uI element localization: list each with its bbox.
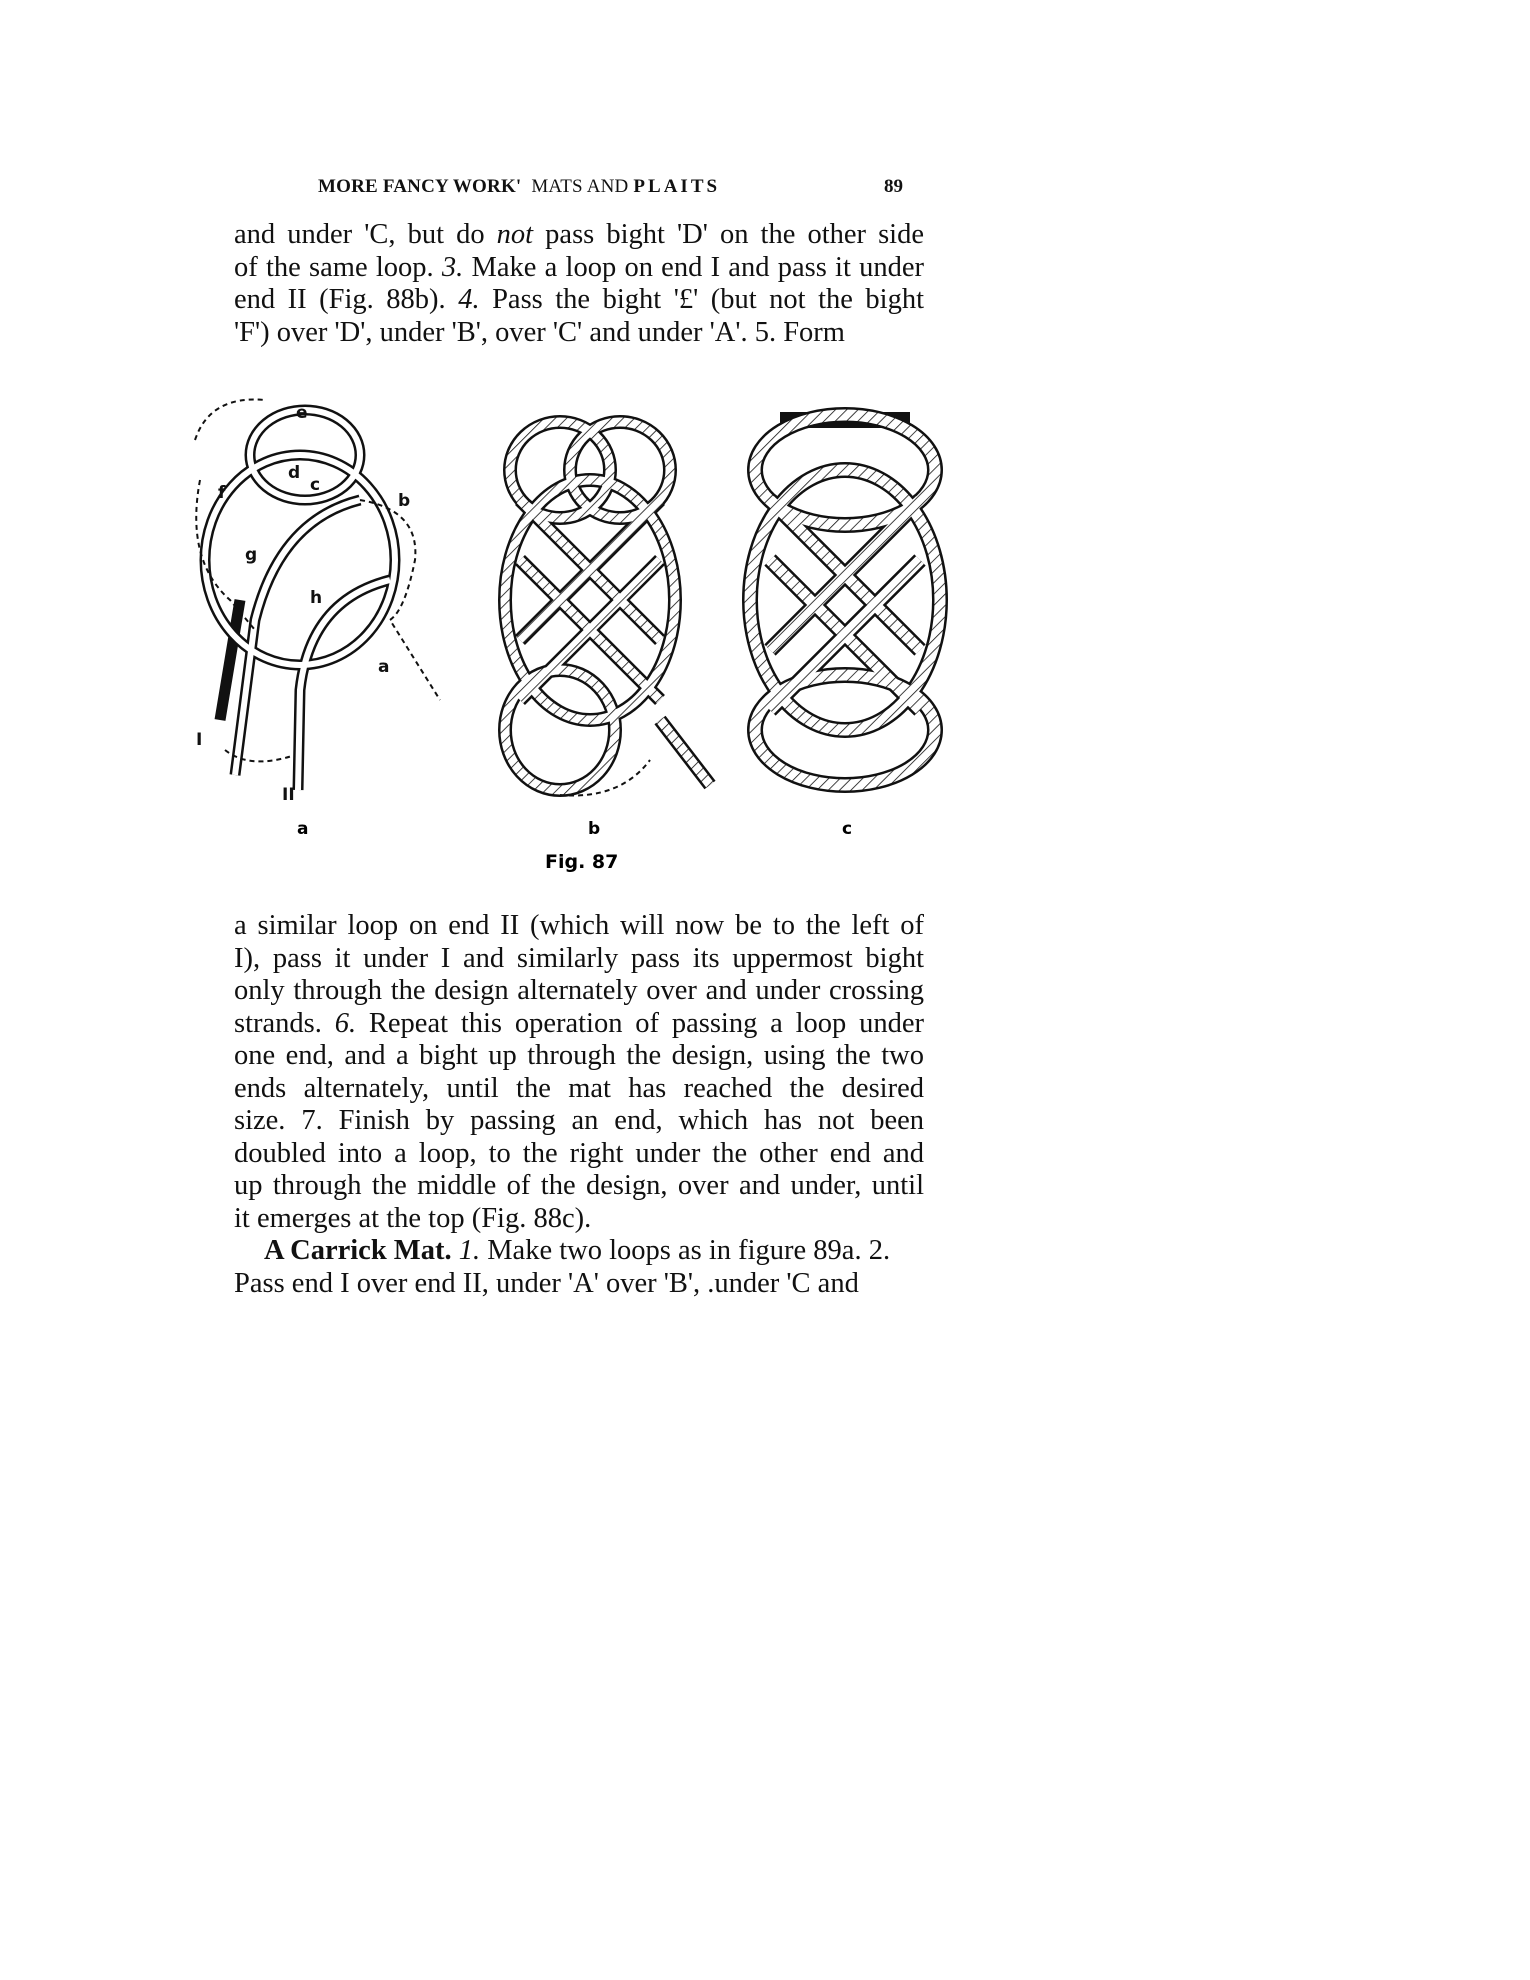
fig-a-letter-f: f <box>218 483 226 503</box>
panel-label-b: b <box>588 819 601 839</box>
fig-a-letter-a: a <box>378 657 390 677</box>
text-span: pass bight 'D' on the other side <box>533 219 925 250</box>
text-span: of the same loop. <box>234 251 442 283</box>
text-line <box>234 975 924 1007</box>
text-span: and under 'C, but do <box>234 219 497 250</box>
figure-c-diagram <box>750 415 940 785</box>
text-span: 6. <box>334 1007 357 1039</box>
text-span: strands. <box>234 1007 335 1039</box>
text-span: size. 7. Finish by passing an end, which has not been <box>234 1105 924 1136</box>
fig-a-letter-g: g <box>245 545 258 565</box>
text-span: Pass the bight '£' (but not the bight <box>479 284 924 315</box>
text-span: 4. <box>458 284 480 315</box>
text-span: Make a loop on end I and pass it under <box>463 251 924 283</box>
fig-a-letter-h: h <box>310 588 323 608</box>
text-span: only through the design alternately over and under crossing <box>234 975 924 1006</box>
text-line <box>234 1138 924 1170</box>
text-span: ends alternately, until the mat has reached the desired <box>234 1072 924 1104</box>
text-span: 'F') over 'D', under 'B', over 'C' and under 'A'. 5. Form <box>234 316 845 348</box>
header-title-3: PLAITS <box>633 176 721 197</box>
text-span: Make two loops as in figure 89a. 2. <box>480 1235 891 1266</box>
figure-a-diagram <box>195 400 440 806</box>
fig-a-letter-b: b <box>398 491 411 511</box>
header-title-2: MATS AND <box>531 176 629 197</box>
text-line <box>234 1170 924 1202</box>
panel-label-a: a <box>297 819 309 839</box>
section-heading: A Carrick Mat. <box>264 1235 452 1266</box>
text-span: it emerges at the top (Fig. 88c). <box>234 1202 592 1234</box>
figure-b-diagram <box>505 422 710 796</box>
text-line <box>234 1008 924 1040</box>
text-line <box>234 1073 924 1105</box>
step-number: 1. <box>458 1235 481 1266</box>
text-line <box>234 1203 924 1235</box>
fig-a-letter-c: c <box>310 475 321 495</box>
text-line <box>234 910 924 942</box>
text-span: doubled into a loop, to the right under the other end and <box>234 1137 924 1169</box>
fig-a-letter-e: e <box>296 403 308 423</box>
fig-a-letter-II: II <box>282 785 295 805</box>
text-span: Repeat this operation of passing a loop under <box>356 1007 924 1039</box>
text-span: end II (Fig. 88b). <box>234 284 459 315</box>
fig-a-letter-d: d <box>288 463 301 483</box>
text-span: not <box>496 219 534 250</box>
text-span: one end, and a bight up through the design, using the two <box>234 1040 924 1071</box>
text-span: I), pass it under I and similarly pass its uppermost bight <box>234 942 924 974</box>
text-line <box>234 1040 924 1072</box>
carrick-mat-line-2: Pass end I over end II, under 'A' over 'B', .under 'C and <box>234 1268 859 1299</box>
fig-a-letter-I: I <box>196 730 203 750</box>
text-span: a similar loop on end II (which will now be to the left of <box>234 910 924 941</box>
figure-caption: Fig. 87 <box>545 851 619 873</box>
text-line <box>234 943 924 975</box>
text-span: 3. <box>441 251 464 283</box>
panel-label-c: c <box>842 819 853 839</box>
carrick-mat-line-1 <box>234 1235 924 1267</box>
header-title-1: MORE FANCY WORK' <box>318 176 522 197</box>
page-number: 89 <box>884 176 903 197</box>
text-span: up through the middle of the design, over and under, until <box>234 1170 924 1201</box>
text-line <box>234 1105 924 1137</box>
